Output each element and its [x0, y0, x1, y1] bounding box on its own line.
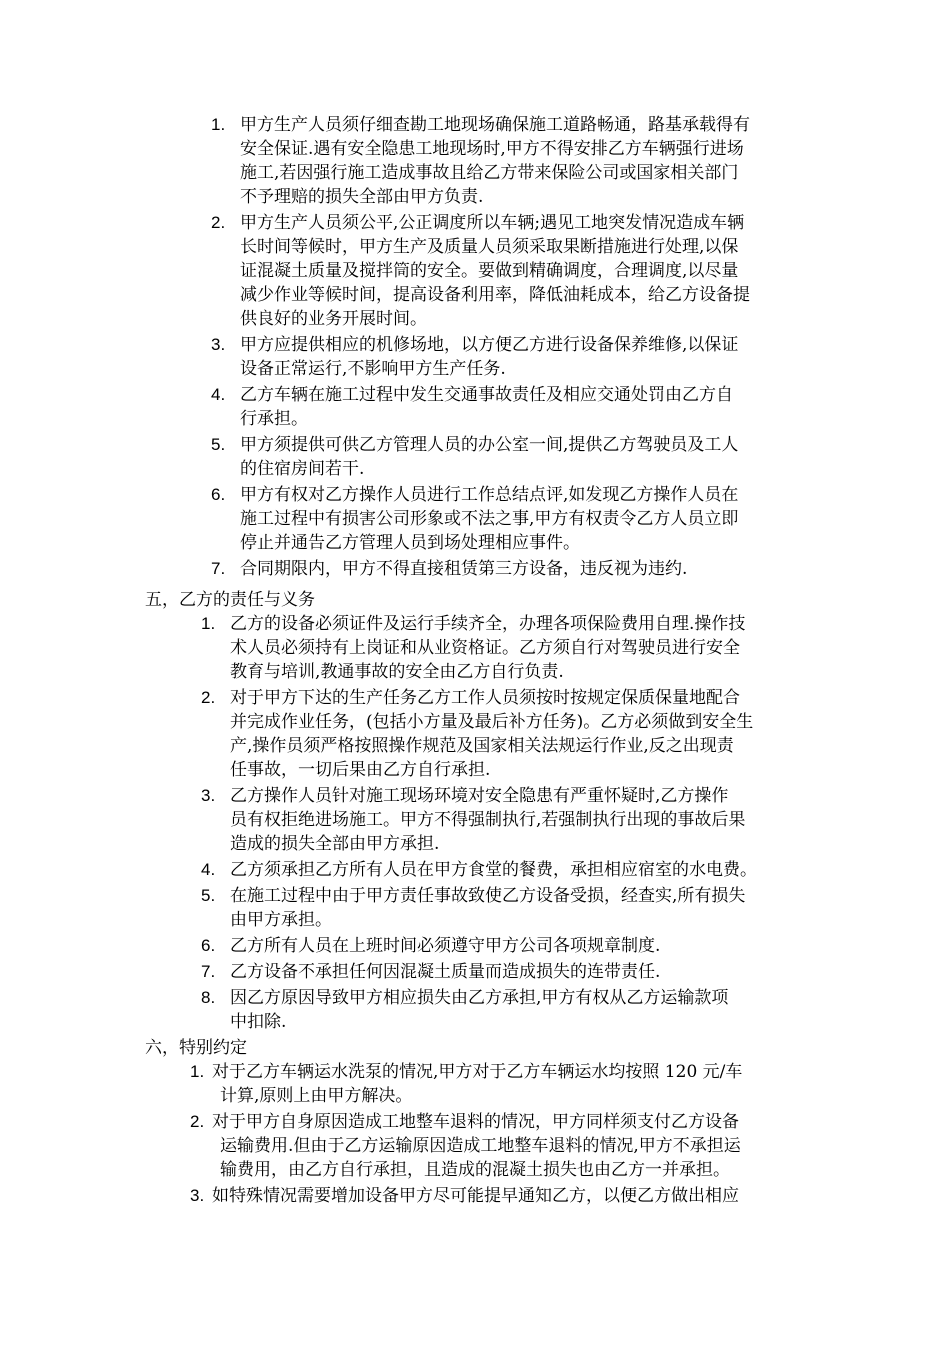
list-item	[201, 686, 810, 782]
item-line: 不予理赔的损失全部由甲方负责.	[240, 187, 484, 207]
item-line: 施工,若因强行施工造成事故且给乙方带来保险公司或国家相关部门	[240, 163, 739, 183]
item-line: 并完成作业任务，(包括小方量及最后补方任务)。乙方必须做到安全生	[230, 712, 754, 732]
list-item	[201, 934, 810, 958]
list-item	[190, 1184, 810, 1208]
list-item	[201, 986, 810, 1034]
item-line: 中扣除.	[230, 1012, 287, 1032]
item-line: 证混凝土质量及搅拌筒的安全。要做到精确调度，合理调度,以尽量	[240, 261, 739, 281]
item-line: 安全保证.遇有安全隐患工地现场时,甲方不得安排乙方车辆强行进场	[240, 139, 744, 159]
item-line: 停止并通告乙方管理人员到场处理相应事件。	[240, 533, 580, 553]
item-line: 计算,原则上由甲方解决。	[220, 1086, 413, 1106]
item-line: 造成的损失全部由甲方承担.	[230, 834, 440, 854]
item-number: 1.	[211, 115, 226, 134]
list-item	[190, 1060, 810, 1108]
item-line: 的住宿房间若干.	[240, 459, 365, 479]
item-line: 设备正常运行,不影响甲方生产任务.	[240, 359, 506, 379]
list-item	[211, 557, 810, 581]
section6-list	[190, 1060, 810, 1210]
item-line: 长时间等候时，甲方生产及质量人员须采取果断措施进行处理,以保	[240, 237, 739, 257]
item-number: 3.	[190, 1186, 205, 1205]
list-item	[211, 333, 810, 381]
item-number: 8.	[201, 988, 216, 1007]
item-number: 3.	[201, 786, 216, 805]
list-item	[201, 612, 810, 684]
item-number: 4.	[201, 860, 216, 879]
item-number: 1.	[201, 614, 216, 633]
item-line: 如特殊情况需要增加设备甲方尽可能提早通知乙方，以便乙方做出相应	[212, 1186, 739, 1206]
item-number: 5.	[201, 886, 216, 905]
item-line: 乙方所有人员在上班时间必须遵守甲方公司各项规章制度.	[230, 936, 661, 956]
list-item	[190, 1110, 810, 1182]
item-line: 任事故，一切后果由乙方自行承担.	[230, 760, 491, 780]
item-number: 4.	[211, 385, 226, 404]
list-item	[201, 784, 810, 856]
item-line: 因乙方原因导致甲方相应损失由乙方承担,甲方有权从乙方运输款项	[230, 988, 729, 1008]
item-line: 甲方有权对乙方操作人员进行工作总结点评,如发现乙方操作人员在	[240, 485, 739, 505]
item-line: 乙方操作人员针对施工现场环境对安全隐患有严重怀疑时,乙方操作	[230, 786, 729, 806]
item-line: 乙方须承担乙方所有人员在甲方食堂的餐费，承担相应宿室的水电费。	[230, 860, 757, 880]
item-line: 对于甲方下达的生产任务乙方工作人员须按时按规定保质保量地配合	[230, 688, 740, 708]
item-line: 由甲方承担。	[230, 910, 332, 930]
item-line: 施工过程中有损害公司形象或不法之事,甲方有权责令乙方人员立即	[240, 509, 739, 529]
item-line: 甲方须提供可供乙方管理人员的办公室一间,提供乙方驾驶员及工人	[240, 435, 739, 455]
item-line: 对于甲方自身原因造成工地整车退料的情况，甲方同样须支付乙方设备	[212, 1112, 739, 1132]
item-number: 6.	[211, 485, 226, 504]
list-item	[201, 960, 810, 984]
item-line: 甲方应提供相应的机修场地，以方便乙方进行设备保养维修,以保证	[240, 335, 739, 355]
item-number: 6.	[201, 936, 216, 955]
item-number: 7.	[211, 559, 226, 578]
item-line: 输费用，由乙方自行承担，且造成的混凝土损失也由乙方一并承担。	[220, 1160, 730, 1180]
item-number: 1.	[190, 1062, 205, 1081]
item-line: 运输费用.但由于乙方运输原因造成工地整车退料的情况,甲方不承担运	[220, 1136, 741, 1156]
item-number: 7.	[201, 962, 216, 981]
item-line: 教育与培训,教通事故的安全由乙方自行负责.	[230, 662, 564, 682]
item-line: 乙方的设备必须证件及运行手续齐全，办理各项保险费用自理.操作技	[230, 614, 746, 634]
item-line: 对于乙方车辆运水洗泵的情况,甲方对于乙方车辆运水均按照 120 元/车	[212, 1062, 743, 1082]
list-item	[211, 211, 810, 331]
section5-list	[201, 612, 810, 1036]
item-line: 合同期限内，甲方不得直接租赁第三方设备，违反视为违约.	[240, 559, 688, 579]
item-line: 产,操作员须严格按照操作规范及国家相关法规运行作业,反之出现责	[230, 736, 734, 756]
item-line: 减少作业等候时间，提高设备利用率，降低油耗成本，给乙方设备提	[240, 285, 750, 305]
item-number: 2.	[190, 1112, 205, 1131]
item-line: 在施工过程中由于甲方责任事故致使乙方设备受损，经查实,所有损失	[230, 886, 746, 906]
item-number: 2.	[211, 213, 226, 232]
section6-heading: 六，特别约定	[145, 1038, 247, 1058]
item-number: 2.	[201, 688, 216, 707]
section4-list	[211, 113, 810, 583]
item-line: 乙方设备不承担任何因混凝土质量而造成损失的连带责任.	[230, 962, 661, 982]
list-item	[201, 858, 810, 882]
list-item	[211, 383, 810, 431]
section5-heading: 五，乙方的责任与义务	[145, 590, 315, 610]
item-number: 3.	[211, 335, 226, 354]
item-line: 术人员必须持有上岗证和从业资格证。乙方须自行对驾驶员进行安全	[230, 638, 740, 658]
item-line: 乙方车辆在施工过程中发生交通事故责任及相应交通处罚由乙方自	[240, 385, 733, 405]
item-line: 行承担。	[240, 409, 308, 429]
item-line: 供良好的业务开展时间。	[240, 309, 427, 329]
list-item	[211, 433, 810, 481]
list-item	[211, 113, 810, 209]
item-number: 5.	[211, 435, 226, 454]
item-line: 员有权拒绝进场施工。甲方不得强制执行,若强制执行出现的事故后果	[230, 810, 746, 830]
item-line: 甲方生产人员须仔细查勘工地现场确保施工道路畅通，路基承载得有	[240, 115, 750, 135]
list-item	[211, 483, 810, 555]
list-item	[201, 884, 810, 932]
item-line: 甲方生产人员须公平,公正调度所以车辆;遇见工地突发情况造成车辆	[240, 213, 745, 233]
